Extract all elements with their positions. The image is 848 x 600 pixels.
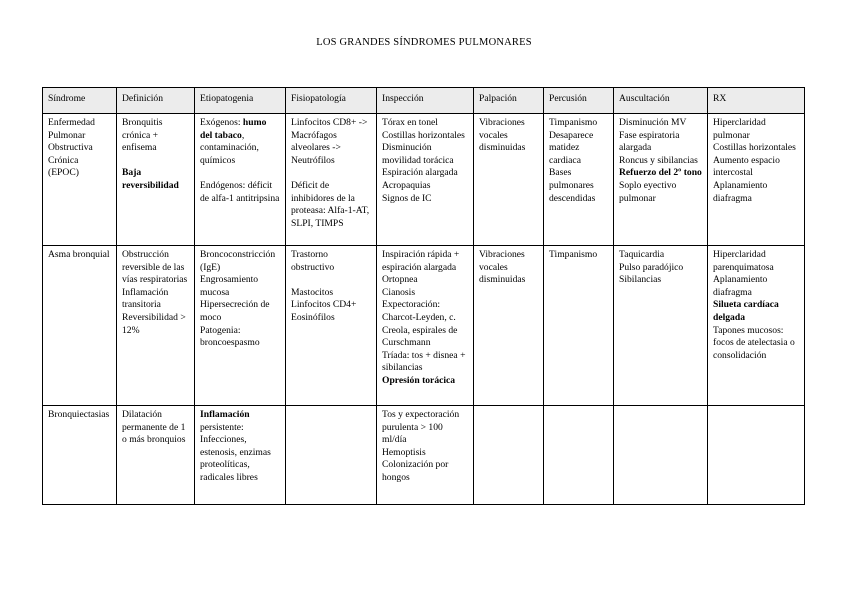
cell-rx [708, 246, 805, 406]
cell-text: Tapones mucosos: focos de atelectasia o consolidación [713, 324, 795, 361]
cell-text: Inspiración rápida + espiración alargada [382, 249, 460, 273]
cell-text: Costillas horizontales [382, 129, 465, 141]
inline-text-bold: humo del tabaco [200, 117, 267, 141]
cell-text: Tórax en tonel [382, 117, 438, 128]
cell-inspeccion [377, 114, 474, 246]
inline-text: Exógenos: [200, 117, 243, 128]
cell-text: Patogenia: broncoespasmo [200, 324, 260, 349]
page-title: LOS GRANDES SÍNDROMES PULMONARES [316, 37, 532, 48]
cell-text: Dilatación permanente de 1 o más bronquios [122, 409, 186, 446]
cell-text: Asma bronquial [48, 249, 110, 260]
cell-text: Signos de IC [382, 192, 432, 204]
cell-text: Sibilancias [619, 274, 662, 286]
cell-text: Pulso paradójico [619, 261, 684, 273]
cell-percusion [544, 246, 614, 406]
cell-text: Costillas horizontales [713, 142, 796, 154]
cell-percusion [544, 114, 614, 246]
cell-text: Acropaquias [382, 179, 431, 191]
cell-text: Disminución movilidad torácica [382, 142, 454, 166]
cell-text: Desaparece matidez cardiaca [549, 129, 594, 166]
cell-inspeccion [377, 246, 474, 406]
cell-auscultacion [614, 406, 708, 505]
cell-text-bold: Opresión torácica [382, 374, 456, 386]
cell-fisiopatologia [286, 114, 377, 246]
cell-text: Ortopnea [382, 274, 418, 286]
cell-text: Roncus y sibilancias [619, 154, 698, 166]
cell-rx [708, 406, 805, 505]
cell-text: Aplanamiento diafragma [713, 274, 768, 298]
header-row [43, 88, 805, 114]
cell-etiopatogenia [195, 246, 286, 406]
cell-text: Reversibilidad > 12% [122, 311, 186, 336]
cell-text-mixed [200, 117, 280, 167]
cell-text-bold: Baja reversibilidad [122, 167, 179, 191]
cell-definicion [117, 246, 195, 406]
cell-text: Expectoración: Charcot-Leyden, c. Creola, espirales de Curschmann [382, 299, 458, 349]
cell-text: Tríada: tos + disnea + sibilancias [382, 349, 466, 374]
table-row-epoc [43, 114, 805, 246]
cell-text: Tos y expectoración purulenta > 100 ml/día [382, 409, 460, 446]
cell-rx [708, 114, 805, 246]
cell-text: Mastocitos [291, 286, 334, 298]
col-header-inspeccion: Inspección [377, 88, 474, 114]
cell-text: Espiración alargada [382, 167, 458, 179]
cell-text: Timpanismo [549, 117, 598, 128]
cell-text: Aumento espacio intercostal [713, 154, 780, 179]
cell-text: Bases pulmonares descendidas [549, 167, 596, 204]
cell-text: Linfocitos CD4+ [291, 299, 357, 311]
col-header-definicion: Definición [117, 88, 195, 114]
cell-text: Bronquiectasias [48, 409, 110, 420]
table-row-asma [43, 246, 805, 406]
cell-sindrome [43, 246, 117, 406]
cell-text: Colonización por hongos [382, 459, 449, 483]
cell-text: Taquicardia [619, 249, 665, 260]
cell-text: Engrosamiento mucosa [200, 274, 259, 298]
cell-text: Inflamación transitoria [122, 286, 169, 311]
cell-text: Timpanismo [549, 249, 598, 260]
cell-fisiopatologia [286, 406, 377, 505]
cell-inspeccion [377, 406, 474, 505]
cell-text: Eosinófilos [291, 311, 335, 323]
col-header-fisiopatologia: Fisiopatología [286, 88, 377, 114]
cell-text: Hiperclaridad pulmonar [713, 117, 766, 141]
syndromes-table [42, 87, 805, 505]
cell-text: Trastorno obstructivo [291, 249, 335, 273]
cell-etiopatogenia [195, 406, 286, 505]
col-header-palpacion: Palpación [474, 88, 544, 114]
cell-text-bold: Silueta cardíaca delgada [713, 299, 779, 323]
cell-text-mixed [200, 409, 280, 485]
cell-sindrome [43, 406, 117, 505]
cell-percusion [544, 406, 614, 505]
inline-text-bold: Inflamación [200, 409, 250, 420]
cell-text: Aplanamiento diafragma [713, 179, 768, 204]
cell-text: Broncoconstricción (IgE) [200, 249, 276, 273]
cell-sindrome [43, 114, 117, 246]
cell-text: Vibraciones vocales disminuidas [479, 249, 526, 286]
cell-definicion [117, 114, 195, 246]
cell-text: Soplo eyectivo pulmonar [619, 179, 677, 204]
cell-auscultacion [614, 246, 708, 406]
cell-text: Enfermedad Pulmonar Obstructiva Crónica (EPOC) [48, 117, 95, 179]
cell-text: Cianosis [382, 286, 416, 298]
cell-text: Hiperclaridad parenquimatosa [713, 249, 774, 273]
inline-text: , contaminación, químicos [200, 129, 259, 166]
table-row-bronquiectasias [43, 406, 805, 505]
cell-palpacion [474, 406, 544, 505]
cell-text: Disminución MV [619, 117, 687, 128]
cell-text: Obstrucción reversible de las vías respiratorias [122, 249, 188, 286]
cell-text: Déficit de inhibidores de la proteasa: Alfa-1-AT, SLPI, TIMPS [291, 179, 370, 229]
cell-text: Endógenos: déficit de alfa-1 antitripsina [200, 179, 280, 204]
cell-text: Hemoptisis [382, 446, 426, 458]
inline-text: persistente: Infecciones, estenosis, enzimas proteolíticas, radicales libres [200, 421, 271, 483]
cell-text: Linfocitos CD8+ -> Macrófagos alveolares -> Neutrófilos [291, 117, 368, 166]
cell-text-bold: Refuerzo del 2º tono [619, 167, 702, 179]
cell-palpacion [474, 246, 544, 406]
cell-auscultacion [614, 114, 708, 246]
cell-text: Fase espiratoria alargada [619, 129, 680, 154]
col-header-sindrome: Síndrome [43, 88, 117, 114]
cell-text: Hipersecreción de moco [200, 299, 270, 323]
cell-text: Vibraciones vocales disminuidas [479, 117, 526, 154]
cell-definicion [117, 406, 195, 505]
cell-text: Bronquitis crónica + enfisema [122, 117, 163, 154]
cell-palpacion [474, 114, 544, 246]
col-header-percusion: Percusión [544, 88, 614, 114]
col-header-rx: RX [708, 88, 805, 114]
cell-etiopatogenia [195, 114, 286, 246]
cell-fisiopatologia [286, 246, 377, 406]
col-header-auscultacion: Auscultación [614, 88, 708, 114]
col-header-etiopatogenia: Etiopatogenia [195, 88, 286, 114]
